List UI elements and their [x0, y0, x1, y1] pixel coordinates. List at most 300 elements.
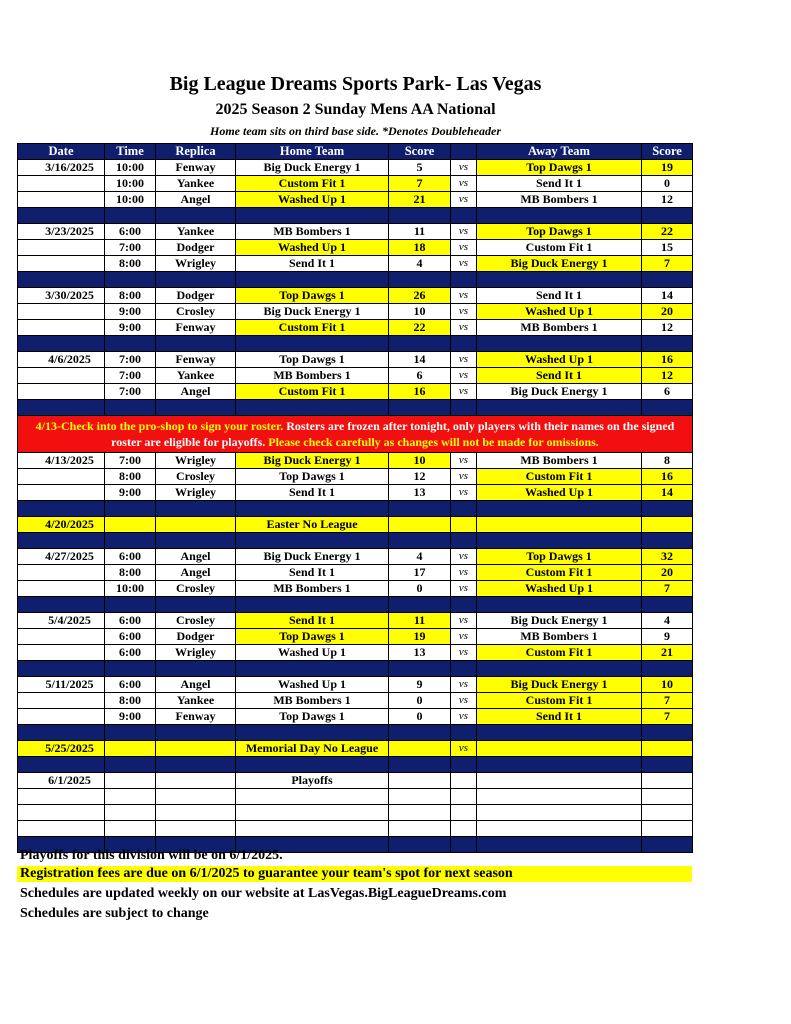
game-row — [18, 565, 693, 581]
replica-cell: Yankee — [156, 368, 236, 384]
vs-cell: vs — [451, 224, 477, 240]
home-team-cell: Send It 1 — [236, 565, 389, 581]
separator-cell — [105, 725, 156, 741]
separator-cell — [105, 661, 156, 677]
game-row — [18, 629, 693, 645]
home-team-cell: MB Bombers 1 — [236, 368, 389, 384]
game-row — [18, 320, 693, 336]
separator-cell — [18, 272, 105, 288]
away-team-cell: Big Duck Energy 1 — [477, 384, 642, 400]
away-score-cell: 14 — [642, 485, 693, 501]
separator-cell — [236, 757, 389, 773]
separator-cell — [105, 597, 156, 613]
separator-cell — [477, 597, 642, 613]
replica-cell: Wrigley — [156, 453, 236, 469]
separator-cell — [156, 533, 236, 549]
replica-cell: Dodger — [156, 288, 236, 304]
vs-cell — [451, 773, 477, 789]
time-cell: 6:00 — [105, 613, 156, 629]
away-team-cell — [477, 517, 642, 533]
home-score-cell — [389, 789, 451, 805]
separator-cell — [105, 208, 156, 224]
separator-cell — [389, 501, 451, 517]
game-row — [18, 352, 693, 368]
replica-cell — [156, 789, 236, 805]
away-score-cell: 7 — [642, 256, 693, 272]
time-cell: 6:00 — [105, 629, 156, 645]
vs-cell: vs — [451, 469, 477, 485]
vs-cell: vs — [451, 160, 477, 176]
vs-cell: vs — [451, 453, 477, 469]
replica-cell: Angel — [156, 384, 236, 400]
col-header-replica: Replica — [156, 144, 236, 160]
home-score-cell: 26 — [389, 288, 451, 304]
away-score-cell: 14 — [642, 288, 693, 304]
away-score-cell: 19 — [642, 160, 693, 176]
separator-row — [18, 336, 693, 352]
date-cell: 3/23/2025 — [18, 224, 105, 240]
vs-cell: vs — [451, 709, 477, 725]
time-cell: 10:00 — [105, 176, 156, 192]
game-row — [18, 160, 693, 176]
home-score-cell — [389, 773, 451, 789]
playoff-row — [18, 805, 693, 821]
separator-row — [18, 400, 693, 416]
time-cell: 9:00 — [105, 709, 156, 725]
home-score-cell: 11 — [389, 613, 451, 629]
separator-cell — [389, 725, 451, 741]
home-team-cell: Top Dawgs 1 — [236, 288, 389, 304]
separator-cell — [451, 757, 477, 773]
separator-cell — [389, 757, 451, 773]
home-score-cell: 18 — [389, 240, 451, 256]
vs-cell — [451, 517, 477, 533]
vs-cell: vs — [451, 549, 477, 565]
separator-cell — [18, 336, 105, 352]
away-score-cell: 21 — [642, 645, 693, 661]
separator-cell — [156, 336, 236, 352]
home-team-cell: Washed Up 1 — [236, 677, 389, 693]
separator-row — [18, 272, 693, 288]
away-score-cell: 7 — [642, 693, 693, 709]
separator-cell — [105, 336, 156, 352]
separator-cell — [451, 400, 477, 416]
date-cell: 4/6/2025 — [18, 352, 105, 368]
schedule-body — [18, 160, 693, 853]
home-team-cell: Big Duck Energy 1 — [236, 304, 389, 320]
home-score-cell: 12 — [389, 469, 451, 485]
separator-cell — [105, 533, 156, 549]
date-cell — [18, 629, 105, 645]
separator-cell — [18, 661, 105, 677]
col-header-time: Time — [105, 144, 156, 160]
replica-cell: Wrigley — [156, 645, 236, 661]
game-row — [18, 240, 693, 256]
home-score-cell: 10 — [389, 453, 451, 469]
game-row — [18, 192, 693, 208]
separator-cell — [18, 757, 105, 773]
away-score-cell: 22 — [642, 224, 693, 240]
separator-cell — [18, 501, 105, 517]
separator-cell — [477, 757, 642, 773]
vs-cell: vs — [451, 384, 477, 400]
separator-cell — [451, 336, 477, 352]
away-team-cell: Top Dawgs 1 — [477, 224, 642, 240]
time-cell: 10:00 — [105, 160, 156, 176]
separator-cell — [18, 533, 105, 549]
roster-notice-deadline: 4/13-Check into the pro-shop to sign your roster. — [35, 419, 284, 433]
away-team-cell: Washed Up 1 — [477, 485, 642, 501]
home-team-cell: Send It 1 — [236, 256, 389, 272]
separator-row — [18, 661, 693, 677]
separator-cell — [236, 597, 389, 613]
vs-cell: vs — [451, 565, 477, 581]
vs-cell: vs — [451, 352, 477, 368]
vs-cell: vs — [451, 256, 477, 272]
replica-cell: Angel — [156, 565, 236, 581]
separator-row — [18, 757, 693, 773]
home-team-cell: Custom Fit 1 — [236, 384, 389, 400]
away-score-cell: 6 — [642, 384, 693, 400]
game-row — [18, 709, 693, 725]
separator-cell — [156, 208, 236, 224]
away-score-cell — [642, 773, 693, 789]
separator-cell — [642, 272, 693, 288]
away-score-cell: 7 — [642, 709, 693, 725]
table-header-row — [18, 144, 693, 160]
home-score-cell — [389, 805, 451, 821]
separator-cell — [236, 533, 389, 549]
separator-cell — [451, 208, 477, 224]
col-header-home-team: Home Team — [236, 144, 389, 160]
home-score-cell: 9 — [389, 677, 451, 693]
date-cell — [18, 709, 105, 725]
away-score-cell: 16 — [642, 469, 693, 485]
away-score-cell: 16 — [642, 352, 693, 368]
separator-cell — [451, 837, 477, 853]
away-score-cell — [642, 517, 693, 533]
home-score-cell: 11 — [389, 224, 451, 240]
vs-cell: vs — [451, 581, 477, 597]
date-cell — [18, 240, 105, 256]
away-team-cell — [477, 805, 642, 821]
away-score-cell — [642, 805, 693, 821]
game-row — [18, 224, 693, 240]
date-cell — [18, 469, 105, 485]
away-team-cell: Send It 1 — [477, 288, 642, 304]
replica-cell — [156, 741, 236, 757]
replica-cell: Dodger — [156, 629, 236, 645]
time-cell: 10:00 — [105, 192, 156, 208]
home-score-cell: 14 — [389, 352, 451, 368]
date-cell — [18, 821, 105, 837]
away-team-cell: MB Bombers 1 — [477, 192, 642, 208]
game-row — [18, 288, 693, 304]
game-row — [18, 693, 693, 709]
separator-cell — [236, 725, 389, 741]
vs-cell: vs — [451, 176, 477, 192]
replica-cell: Yankee — [156, 693, 236, 709]
away-team-cell: Custom Fit 1 — [477, 565, 642, 581]
vs-cell: vs — [451, 192, 477, 208]
game-row — [18, 453, 693, 469]
home-team-cell: Top Dawgs 1 — [236, 709, 389, 725]
separator-cell — [156, 501, 236, 517]
time-cell: 9:00 — [105, 304, 156, 320]
home-score-cell: 13 — [389, 645, 451, 661]
separator-cell — [451, 725, 477, 741]
date-cell: 3/30/2025 — [18, 288, 105, 304]
registration-note: Registration fees are due on 6/1/2025 to guarantee your team's spot for next season — [17, 866, 692, 882]
home-score-cell: 6 — [389, 368, 451, 384]
replica-cell: Crosley — [156, 581, 236, 597]
time-cell — [105, 517, 156, 533]
date-cell — [18, 581, 105, 597]
vs-cell: vs — [451, 288, 477, 304]
separator-cell — [236, 501, 389, 517]
separator-cell — [18, 400, 105, 416]
home-score-cell: 0 — [389, 581, 451, 597]
vs-cell: vs — [451, 693, 477, 709]
separator-cell — [642, 336, 693, 352]
playoffs-label — [236, 805, 389, 821]
away-score-cell: 10 — [642, 677, 693, 693]
away-team-cell: Big Duck Energy 1 — [477, 256, 642, 272]
away-score-cell: 12 — [642, 320, 693, 336]
date-cell — [18, 805, 105, 821]
game-row — [18, 304, 693, 320]
away-team-cell: Washed Up 1 — [477, 581, 642, 597]
home-team-cell: Washed Up 1 — [236, 645, 389, 661]
away-score-cell — [642, 821, 693, 837]
away-score-cell: 12 — [642, 192, 693, 208]
away-team-cell: MB Bombers 1 — [477, 453, 642, 469]
home-team-cell: Custom Fit 1 — [236, 320, 389, 336]
time-cell: 6:00 — [105, 549, 156, 565]
separator-cell — [389, 272, 451, 288]
home-score-cell — [389, 741, 451, 757]
separator-cell — [105, 757, 156, 773]
col-header-home-score: Score — [389, 144, 451, 160]
separator-cell — [451, 533, 477, 549]
vs-cell: vs — [451, 613, 477, 629]
time-cell: 7:00 — [105, 384, 156, 400]
separator-cell — [451, 501, 477, 517]
home-score-cell: 0 — [389, 693, 451, 709]
separator-cell — [477, 272, 642, 288]
away-score-cell — [642, 789, 693, 805]
separator-cell — [236, 272, 389, 288]
no-league-row — [18, 517, 693, 533]
time-cell: 6:00 — [105, 645, 156, 661]
no-league-label: Easter No League — [236, 517, 389, 533]
replica-cell: Angel — [156, 192, 236, 208]
game-row — [18, 384, 693, 400]
replica-cell — [156, 821, 236, 837]
separator-row — [18, 725, 693, 741]
date-cell: 4/27/2025 — [18, 549, 105, 565]
away-team-cell: Top Dawgs 1 — [477, 549, 642, 565]
date-cell — [18, 485, 105, 501]
away-team-cell: Custom Fit 1 — [477, 693, 642, 709]
home-team-cell: MB Bombers 1 — [236, 224, 389, 240]
away-score-cell: 32 — [642, 549, 693, 565]
separator-cell — [642, 661, 693, 677]
date-cell: 5/4/2025 — [18, 613, 105, 629]
game-row — [18, 613, 693, 629]
away-team-cell: MB Bombers 1 — [477, 629, 642, 645]
separator-cell — [477, 837, 642, 853]
separator-cell — [105, 400, 156, 416]
time-cell: 8:00 — [105, 469, 156, 485]
away-score-cell: 4 — [642, 613, 693, 629]
date-cell — [18, 565, 105, 581]
date-cell — [18, 304, 105, 320]
schedule-table — [17, 143, 693, 853]
home-score-cell: 7 — [389, 176, 451, 192]
separator-cell — [642, 400, 693, 416]
separator-cell — [236, 336, 389, 352]
separator-cell — [156, 400, 236, 416]
separator-cell — [105, 272, 156, 288]
away-team-cell — [477, 741, 642, 757]
game-row — [18, 645, 693, 661]
roster-notice-warning: Please check carefully as changes will not be made for omissions. — [265, 435, 599, 449]
website-note: Schedules are updated weekly on our website at LasVegas.BigLeagueDreams.com — [20, 886, 507, 901]
date-cell — [18, 645, 105, 661]
separator-cell — [156, 725, 236, 741]
time-cell: 7:00 — [105, 240, 156, 256]
away-team-cell: Washed Up 1 — [477, 304, 642, 320]
separator-cell — [105, 501, 156, 517]
separator-row — [18, 597, 693, 613]
separator-cell — [156, 757, 236, 773]
replica-cell: Yankee — [156, 176, 236, 192]
away-team-cell: Washed Up 1 — [477, 352, 642, 368]
separator-cell — [642, 208, 693, 224]
away-team-cell: Send It 1 — [477, 709, 642, 725]
col-header-date: Date — [18, 144, 105, 160]
replica-cell — [156, 805, 236, 821]
no-league-label: Memorial Day No League — [236, 741, 389, 757]
col-header-vs — [451, 144, 477, 160]
replica-cell: Angel — [156, 677, 236, 693]
away-team-cell — [477, 773, 642, 789]
replica-cell: Crosley — [156, 304, 236, 320]
game-row — [18, 368, 693, 384]
separator-cell — [236, 400, 389, 416]
time-cell: 9:00 — [105, 485, 156, 501]
separator-cell — [389, 533, 451, 549]
separator-cell — [389, 208, 451, 224]
separator-cell — [18, 208, 105, 224]
replica-cell: Wrigley — [156, 485, 236, 501]
time-cell: 6:00 — [105, 224, 156, 240]
away-score-cell: 9 — [642, 629, 693, 645]
time-cell: 7:00 — [105, 453, 156, 469]
away-team-cell: Custom Fit 1 — [477, 645, 642, 661]
home-score-cell: 21 — [389, 192, 451, 208]
home-team-cell: Big Duck Energy 1 — [236, 549, 389, 565]
separator-cell — [18, 597, 105, 613]
roster-notice — [18, 416, 693, 453]
away-score-cell: 7 — [642, 581, 693, 597]
separator-cell — [451, 661, 477, 677]
separator-cell — [477, 725, 642, 741]
replica-cell: Fenway — [156, 352, 236, 368]
away-team-cell: Custom Fit 1 — [477, 469, 642, 485]
date-cell — [18, 789, 105, 805]
date-cell — [18, 192, 105, 208]
separator-cell — [642, 597, 693, 613]
away-team-cell: Send It 1 — [477, 368, 642, 384]
separator-cell — [451, 597, 477, 613]
separator-cell — [236, 208, 389, 224]
separator-cell — [642, 501, 693, 517]
col-header-away-team: Away Team — [477, 144, 642, 160]
away-team-cell: MB Bombers 1 — [477, 320, 642, 336]
away-team-cell: Send It 1 — [477, 176, 642, 192]
playoff-row — [18, 773, 693, 789]
separator-cell — [477, 661, 642, 677]
separator-row — [18, 208, 693, 224]
date-cell: 5/25/2025 — [18, 741, 105, 757]
schedule-note: Home team sits on third base side. *Denotes Doubleheader — [210, 124, 501, 138]
replica-cell: Yankee — [156, 224, 236, 240]
vs-cell: vs — [451, 629, 477, 645]
separator-cell — [477, 501, 642, 517]
time-cell: 8:00 — [105, 256, 156, 272]
separator-cell — [642, 725, 693, 741]
date-cell: 3/16/2025 — [18, 160, 105, 176]
vs-cell — [451, 805, 477, 821]
playoffs-label — [236, 789, 389, 805]
home-team-cell: Big Duck Energy 1 — [236, 453, 389, 469]
replica-cell: Fenway — [156, 320, 236, 336]
time-cell: 6:00 — [105, 677, 156, 693]
game-row — [18, 581, 693, 597]
separator-cell — [389, 837, 451, 853]
game-row — [18, 256, 693, 272]
time-cell: 8:00 — [105, 565, 156, 581]
vs-cell: vs — [451, 368, 477, 384]
vs-cell: vs — [451, 741, 477, 757]
away-score-cell: 12 — [642, 368, 693, 384]
date-cell: 5/11/2025 — [18, 677, 105, 693]
date-cell: 6/1/2025 — [18, 773, 105, 789]
away-team-cell: Top Dawgs 1 — [477, 160, 642, 176]
game-row — [18, 469, 693, 485]
home-score-cell: 4 — [389, 256, 451, 272]
time-cell: 9:00 — [105, 320, 156, 336]
home-score-cell: 0 — [389, 709, 451, 725]
time-cell: 8:00 — [105, 288, 156, 304]
playoffs-label: Playoffs — [236, 773, 389, 789]
time-cell: 7:00 — [105, 352, 156, 368]
away-score-cell: 20 — [642, 304, 693, 320]
playoffs-note: Playoffs for this division will be on 6/1/2025. — [20, 848, 283, 863]
away-score-cell: 15 — [642, 240, 693, 256]
roster-notice-row — [18, 416, 693, 453]
home-team-cell: Send It 1 — [236, 485, 389, 501]
replica-cell — [156, 773, 236, 789]
replica-cell: Angel — [156, 549, 236, 565]
vs-cell: vs — [451, 485, 477, 501]
game-row — [18, 677, 693, 693]
home-team-cell: Washed Up 1 — [236, 192, 389, 208]
separator-cell — [642, 837, 693, 853]
vs-cell: vs — [451, 677, 477, 693]
